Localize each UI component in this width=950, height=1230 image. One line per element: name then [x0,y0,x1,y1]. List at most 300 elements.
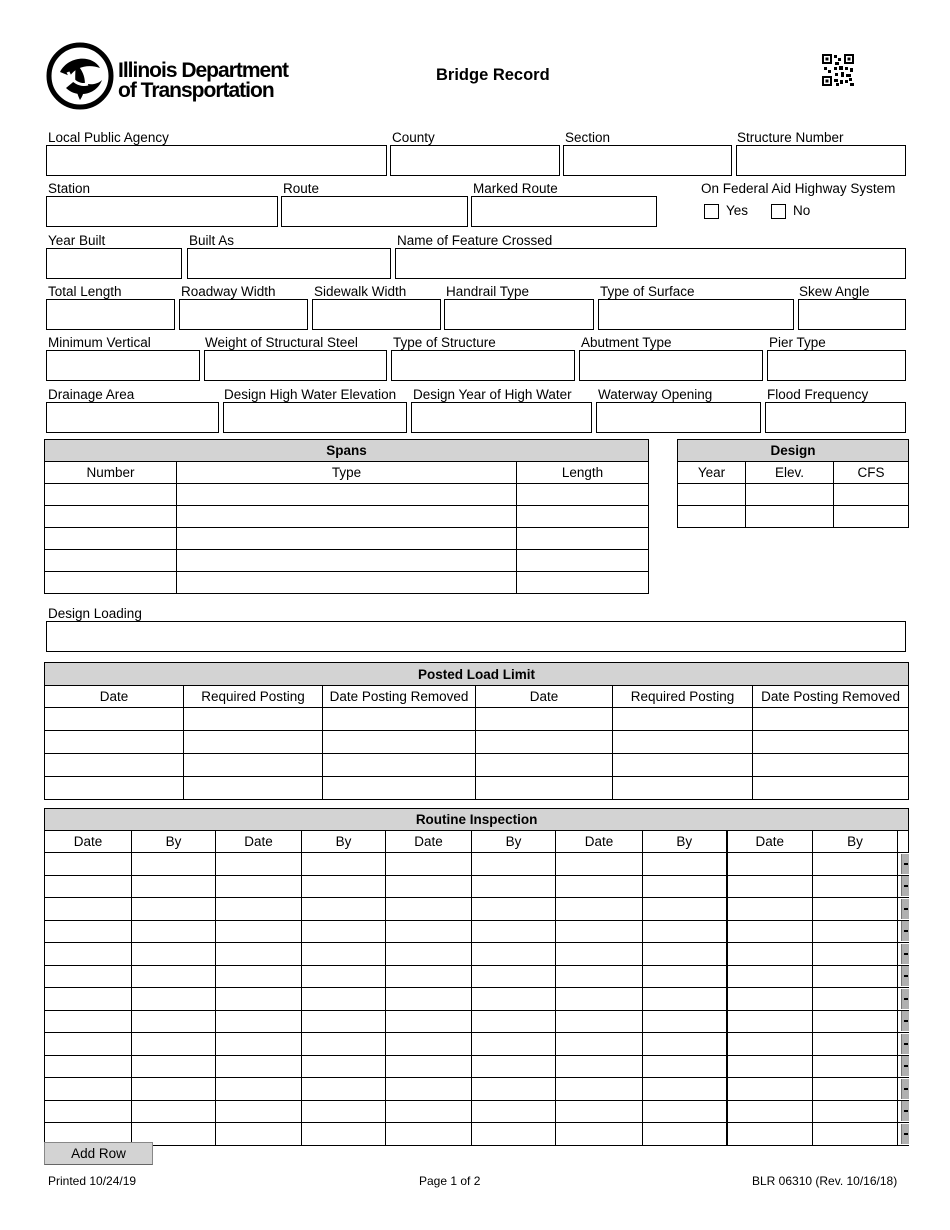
marked-route-label: Marked Route [473,181,558,196]
remove-row-button[interactable] [901,989,909,1009]
posted-cell[interactable] [323,777,476,800]
structure-number-label: Structure Number [737,130,844,145]
inspection-col-header: Date [386,831,472,853]
posted-col-header: Date Posting Removed [323,686,476,708]
form-title: Bridge Record [436,66,550,84]
skew-angle-input[interactable] [798,299,906,330]
posted-cell[interactable] [613,731,753,754]
printed-date: Printed 10/24/19 [48,1174,137,1188]
inspection-by-cell[interactable] [643,898,727,921]
form-number: BLR 06310 (Rev. 10/16/18) [752,1174,898,1188]
span-length-cell[interactable] [517,484,649,506]
posted-cell[interactable] [323,731,476,754]
inspection-by-cell[interactable] [643,1010,727,1033]
span-length-cell[interactable] [517,572,649,594]
feature-crossed-label: Name of Feature Crossed [397,233,553,248]
table-row [45,1033,909,1056]
pier-type-input[interactable] [767,350,906,381]
table-row [45,965,909,988]
span-number-cell[interactable] [45,484,177,506]
inspection-by-cell[interactable] [132,875,216,898]
inspection-date-cell[interactable] [45,1078,132,1101]
span-number-cell[interactable] [45,506,177,528]
inspection-date-cell[interactable] [727,853,813,876]
inspection-date-cell[interactable] [386,1033,472,1056]
posted-cell[interactable] [184,777,323,800]
remove-row-button[interactable] [901,876,909,896]
inspection-date-cell[interactable] [45,1100,132,1123]
inspection-by-cell[interactable] [302,1010,386,1033]
federal-aid-yes-label: Yes [726,203,749,218]
inspection-date-cell[interactable] [45,920,132,943]
drainage-area-input[interactable] [46,402,219,433]
inspection-date-cell[interactable] [556,1123,643,1146]
posted-cell[interactable] [45,754,184,777]
remove-row-button[interactable] [901,966,909,986]
inspection-date-cell[interactable] [556,1010,643,1033]
posted-cell[interactable] [184,708,323,731]
remove-row-cell [898,1055,909,1078]
inspection-col-header: Date [216,831,302,853]
remove-row-button[interactable] [901,1124,909,1144]
span-length-cell[interactable] [517,528,649,550]
inspection-by-cell[interactable] [813,875,898,898]
structure-number-input[interactable] [736,145,906,176]
inspection-date-cell[interactable] [216,988,302,1011]
inspection-date-cell[interactable] [727,1078,813,1101]
table-row [45,506,649,528]
inspection-date-cell[interactable] [556,1033,643,1056]
inspection-date-cell[interactable] [45,853,132,876]
remove-row-cell [898,1010,909,1033]
inspection-date-cell[interactable] [556,920,643,943]
year-built-input[interactable] [46,248,182,279]
design-loading-input[interactable] [46,621,906,652]
inspection-by-cell[interactable] [643,1033,727,1056]
design-high-water-elevation-label: Design High Water Elevation [224,387,397,402]
inspection-date-cell[interactable] [386,965,472,988]
type-of-surface-input[interactable] [598,299,794,330]
inspection-by-cell[interactable] [472,1010,556,1033]
inspection-date-cell[interactable] [216,898,302,921]
inspection-date-cell[interactable] [216,875,302,898]
inspection-date-cell[interactable] [727,1055,813,1078]
inspection-date-cell[interactable] [216,1033,302,1056]
table-row [678,506,909,528]
inspection-by-cell[interactable] [302,875,386,898]
inspection-col-header: Date [45,831,132,853]
inspection-by-cell[interactable] [813,1100,898,1123]
remove-row-cell [898,1100,909,1123]
remove-row-button[interactable] [901,921,909,941]
table-row [45,1123,909,1146]
design-col-header: CFS [834,462,909,484]
posted-cell[interactable] [613,777,753,800]
sidewalk-width-input[interactable] [312,299,441,330]
inspection-by-cell[interactable] [813,1033,898,1056]
inspection-date-cell[interactable] [556,875,643,898]
agency-name-line2: of Transportation [118,79,274,102]
section-input[interactable] [563,145,732,176]
local-public-agency-label: Local Public Agency [48,130,169,145]
design-loading-label: Design Loading [48,606,142,621]
agency-name-line1: Illinois Department [118,59,289,82]
inspection-by-cell[interactable] [302,1100,386,1123]
inspection-date-cell[interactable] [727,1033,813,1056]
station-input[interactable] [46,196,278,227]
inspection-date-cell[interactable] [216,1100,302,1123]
inspection-by-cell[interactable] [813,1123,898,1146]
inspection-date-cell[interactable] [45,875,132,898]
span-length-cell[interactable] [517,550,649,572]
design-year-cell[interactable] [678,506,746,528]
inspection-by-cell[interactable] [302,965,386,988]
flood-frequency-input[interactable] [765,402,906,433]
inspection-by-cell[interactable] [302,1078,386,1101]
table-row [45,1010,909,1033]
inspection-date-cell[interactable] [45,988,132,1011]
marked-route-input[interactable] [471,196,657,227]
add-row-button[interactable]: Add Row [44,1142,153,1165]
table-row [45,898,909,921]
table-row [45,988,909,1011]
inspection-by-cell[interactable] [813,965,898,988]
inspection-by-cell[interactable] [643,853,727,876]
inspection-date-cell[interactable] [727,988,813,1011]
federal-aid-yes-checkbox[interactable] [704,204,719,219]
federal-aid-no-checkbox[interactable] [771,204,786,219]
remove-row-cell [898,1078,909,1101]
remove-row-button[interactable] [901,944,909,964]
posted-load-limit-title: Posted Load Limit [45,663,909,686]
inspection-date-cell[interactable] [556,1100,643,1123]
table-row [45,731,909,754]
inspection-by-cell[interactable] [643,1078,727,1101]
handrail-type-input[interactable] [444,299,594,330]
inspection-date-cell[interactable] [216,1078,302,1101]
inspection-by-cell[interactable] [132,1010,216,1033]
posted-cell[interactable] [613,754,753,777]
design-year-high-water-input[interactable] [411,402,592,433]
design-cfs-cell[interactable] [834,506,909,528]
span-number-cell[interactable] [45,528,177,550]
inspection-date-cell[interactable] [727,875,813,898]
section-label: Section [565,130,611,145]
inspection-by-cell[interactable] [302,988,386,1011]
remove-row-button[interactable] [901,899,909,919]
remove-row-cell [898,920,909,943]
inspection-by-cell[interactable] [643,875,727,898]
remove-row-button[interactable] [901,1101,909,1121]
inspection-date-cell[interactable] [556,943,643,966]
table-row [45,754,909,777]
inspection-date-cell[interactable] [556,1055,643,1078]
table-row [45,875,909,898]
inspection-by-cell[interactable] [302,920,386,943]
table-row [45,853,909,876]
pier-type-label: Pier Type [769,335,826,350]
span-type-cell[interactable] [177,528,517,550]
inspection-date-cell[interactable] [556,898,643,921]
remove-row-cell [898,988,909,1011]
inspection-by-cell[interactable] [643,1100,727,1123]
inspection-date-cell[interactable] [45,943,132,966]
remove-row-button[interactable] [901,1034,909,1054]
page-number: Page 1 of 2 [419,1174,481,1188]
remove-row-cell [898,875,909,898]
inspection-by-cell[interactable] [472,1055,556,1078]
inspection-date-cell[interactable] [386,1123,472,1146]
inspection-col-header: By [302,831,386,853]
inspection-by-cell[interactable] [132,853,216,876]
posted-cell[interactable] [323,708,476,731]
inspection-date-cell[interactable] [727,965,813,988]
inspection-by-cell[interactable] [132,1033,216,1056]
span-number-cell[interactable] [45,572,177,594]
inspection-date-cell[interactable] [386,898,472,921]
spans-title: Spans [45,440,649,462]
roadway-width-label: Roadway Width [181,284,276,299]
weight-structural-steel-label: Weight of Structural Steel [205,335,358,350]
inspection-date-cell[interactable] [556,965,643,988]
inspection-date-cell[interactable] [556,853,643,876]
inspection-by-cell[interactable] [472,965,556,988]
posted-cell[interactable] [753,754,909,777]
table-row [45,1078,909,1101]
inspection-col-header: By [643,831,727,853]
handrail-type-label: Handrail Type [446,284,530,299]
inspection-by-cell[interactable] [302,898,386,921]
posted-cell[interactable] [45,731,184,754]
waterway-opening-input[interactable] [596,402,761,433]
spans-col-header: Number [45,462,177,484]
posted-col-header: Required Posting [613,686,753,708]
inspection-by-cell[interactable] [643,920,727,943]
inspection-date-cell[interactable] [45,1010,132,1033]
inspection-by-cell[interactable] [813,1055,898,1078]
inspection-date-cell[interactable] [727,898,813,921]
remove-row-button[interactable] [901,1056,909,1076]
abutment-type-input[interactable] [579,350,763,381]
inspection-date-cell[interactable] [216,1123,302,1146]
inspection-col-header: By [813,831,898,853]
inspection-by-cell[interactable] [813,1010,898,1033]
posted-cell[interactable] [45,708,184,731]
remove-row-button[interactable] [901,854,909,874]
inspection-date-cell[interactable] [386,920,472,943]
design-table [677,439,909,528]
inspection-date-cell[interactable] [727,1123,813,1146]
remove-row-cell [898,1123,909,1146]
skew-angle-label: Skew Angle [799,284,870,299]
local-public-agency-input[interactable] [46,145,387,176]
inspection-date-cell[interactable] [727,1010,813,1033]
federal-aid-no-label: No [793,203,811,218]
inspection-date-cell[interactable] [216,965,302,988]
inspection-by-cell[interactable] [472,1033,556,1056]
inspection-by-cell[interactable] [643,1055,727,1078]
type-of-structure-label: Type of Structure [393,335,496,350]
posted-cell[interactable] [184,754,323,777]
remove-row-cell [898,1033,909,1056]
routine-inspection-title: Routine Inspection [45,809,909,831]
inspection-by-cell[interactable] [643,943,727,966]
inspection-date-cell[interactable] [386,1010,472,1033]
idot-logo [46,42,114,110]
design-cfs-cell[interactable] [834,484,909,506]
inspection-by-cell[interactable] [643,1123,727,1146]
minimum-vertical-label: Minimum Vertical [48,335,151,350]
posted-cell[interactable] [45,777,184,800]
posted-cell[interactable] [476,708,613,731]
inspection-by-cell[interactable] [302,1055,386,1078]
inspection-date-cell[interactable] [727,1100,813,1123]
table-row [45,528,649,550]
inspection-date-cell[interactable] [386,988,472,1011]
design-elev-cell[interactable] [746,506,834,528]
posted-col-header: Date [476,686,613,708]
span-type-cell[interactable] [177,550,517,572]
inspection-by-cell[interactable] [132,988,216,1011]
inspection-date-cell[interactable] [386,1078,472,1101]
inspection-by-cell[interactable] [302,1123,386,1146]
routine-inspection-table [44,808,909,1146]
remove-row-cell [898,853,909,876]
spans-col-header: Type [177,462,517,484]
inspection-by-cell[interactable] [132,1078,216,1101]
posted-cell[interactable] [753,731,909,754]
posted-cell[interactable] [613,708,753,731]
posted-col-header: Required Posting [184,686,323,708]
type-of-structure-input[interactable] [391,350,575,381]
inspection-by-cell[interactable] [472,875,556,898]
posted-cell[interactable] [476,777,613,800]
inspection-date-cell[interactable] [556,988,643,1011]
posted-cell[interactable] [753,777,909,800]
table-row [45,777,909,800]
design-year-high-water-label: Design Year of High Water [413,387,572,402]
inspection-by-cell[interactable] [472,1100,556,1123]
inspection-date-cell[interactable] [386,875,472,898]
inspection-date-cell[interactable] [556,1078,643,1101]
design-high-water-elevation-input[interactable] [223,402,407,433]
total-length-input[interactable] [46,299,175,330]
design-col-header: Elev. [746,462,834,484]
span-length-cell[interactable] [517,506,649,528]
inspection-by-cell[interactable] [472,1123,556,1146]
inspection-col-header: Date [556,831,643,853]
table-row [45,484,649,506]
span-number-cell[interactable] [45,550,177,572]
roadway-width-input[interactable] [179,299,308,330]
inspection-by-cell[interactable] [813,920,898,943]
inspection-by-cell[interactable] [472,943,556,966]
weight-structural-steel-input[interactable] [204,350,387,381]
flood-frequency-label: Flood Frequency [767,387,869,402]
inspection-date-cell[interactable] [216,920,302,943]
posted-cell[interactable] [476,754,613,777]
inspection-date-cell[interactable] [386,853,472,876]
inspection-date-cell[interactable] [386,1055,472,1078]
year-built-label: Year Built [48,233,106,248]
remove-row-button[interactable] [901,1079,909,1099]
inspection-date-cell[interactable] [45,965,132,988]
inspection-by-cell[interactable] [132,898,216,921]
span-type-cell[interactable] [177,572,517,594]
inspection-by-cell[interactable] [472,853,556,876]
inspection-date-cell[interactable] [727,943,813,966]
inspection-by-cell[interactable] [472,1078,556,1101]
minimum-vertical-input[interactable] [46,350,200,381]
inspection-by-cell[interactable] [813,1078,898,1101]
inspection-by-cell[interactable] [132,920,216,943]
idot-logo-icon [46,42,114,110]
design-year-cell[interactable] [678,484,746,506]
inspection-date-cell[interactable] [45,898,132,921]
table-row [45,572,649,594]
route-label: Route [283,181,320,196]
inspection-by-cell[interactable] [472,898,556,921]
inspection-by-cell[interactable] [643,965,727,988]
inspection-date-cell[interactable] [45,1033,132,1056]
qr-code [822,54,854,86]
inspection-by-cell[interactable] [132,1055,216,1078]
inspection-by-cell[interactable] [302,943,386,966]
inspection-col-header: By [472,831,556,853]
built-as-input[interactable] [187,248,391,279]
remove-row-cell [898,965,909,988]
inspection-by-cell[interactable] [813,853,898,876]
inspection-date-cell[interactable] [216,853,302,876]
inspection-date-cell[interactable] [216,943,302,966]
inspection-by-cell[interactable] [132,965,216,988]
design-elev-cell[interactable] [746,484,834,506]
waterway-opening-label: Waterway Opening [598,387,713,402]
inspection-by-cell[interactable] [302,1033,386,1056]
posted-load-limit-table [44,662,909,800]
inspection-by-cell[interactable] [472,988,556,1011]
posted-cell[interactable] [323,754,476,777]
inspection-date-cell[interactable] [216,1010,302,1033]
inspection-by-cell[interactable] [813,898,898,921]
inspection-date-cell[interactable] [216,1055,302,1078]
inspection-by-cell[interactable] [472,920,556,943]
span-type-cell[interactable] [177,506,517,528]
table-row [45,550,649,572]
span-type-cell[interactable] [177,484,517,506]
inspection-date-cell[interactable] [386,1100,472,1123]
inspection-date-cell[interactable] [386,943,472,966]
posted-cell[interactable] [476,731,613,754]
posted-cell[interactable] [184,731,323,754]
inspection-by-cell[interactable] [813,943,898,966]
remove-row-button[interactable] [901,1011,909,1031]
inspection-date-cell[interactable] [45,1055,132,1078]
inspection-by-cell[interactable] [302,853,386,876]
posted-cell[interactable] [753,708,909,731]
inspection-date-cell[interactable] [727,920,813,943]
table-row [45,920,909,943]
county-input[interactable] [390,145,560,176]
table-row [45,943,909,966]
station-label: Station [48,181,91,196]
feature-crossed-input[interactable] [395,248,906,279]
inspection-by-cell[interactable] [643,988,727,1011]
route-input[interactable] [281,196,468,227]
inspection-by-cell[interactable] [132,943,216,966]
inspection-by-cell[interactable] [813,988,898,1011]
inspection-by-cell[interactable] [132,1100,216,1123]
